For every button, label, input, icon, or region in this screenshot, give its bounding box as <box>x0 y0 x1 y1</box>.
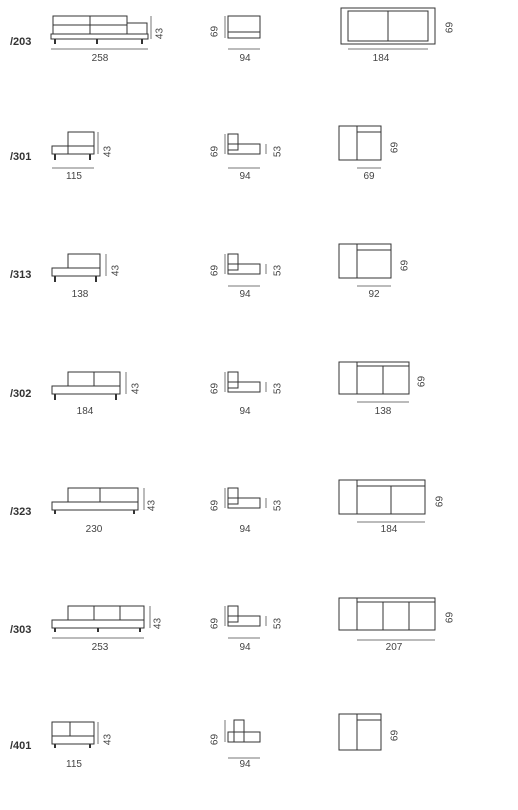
model-code: /303 <box>10 624 32 636</box>
model-code: /301 <box>10 151 32 163</box>
side-depth-label: 94 <box>239 406 251 417</box>
top-depth-label: 69 <box>389 141 401 154</box>
front-view <box>50 478 160 518</box>
front-width-label: 253 <box>91 642 109 653</box>
front-view <box>50 14 160 50</box>
side-back-label: 53 <box>272 264 284 277</box>
top-depth-label: 69 <box>389 729 401 742</box>
model-row-203 <box>0 0 518 114</box>
side-depth-label: 94 <box>239 53 251 64</box>
front-width-label: 258 <box>91 53 109 64</box>
front-view <box>50 246 120 286</box>
top-depth-label: 69 <box>399 259 411 272</box>
model-code: /302 <box>10 388 32 400</box>
side-depth-label: 94 <box>239 171 251 182</box>
top-depth-label: 69 <box>416 375 428 388</box>
side-back-label: 53 <box>272 499 284 512</box>
front-view <box>50 362 140 402</box>
side-depth-label: 94 <box>239 289 251 300</box>
front-height-label: 43 <box>102 145 114 158</box>
top-width-label: 138 <box>374 406 392 417</box>
top-width-label: 92 <box>368 289 380 300</box>
front-height-label: 43 <box>154 27 166 40</box>
front-width-label: 230 <box>85 524 103 535</box>
model-row-301 <box>0 116 518 230</box>
model-row-302 <box>0 348 518 462</box>
top-width-label: 207 <box>385 642 403 653</box>
side-height-label: 69 <box>209 733 221 746</box>
top-view <box>338 124 388 174</box>
side-depth-label: 94 <box>239 759 251 770</box>
top-depth-label: 69 <box>444 611 456 624</box>
front-view <box>50 716 110 756</box>
side-height-label: 69 <box>209 617 221 630</box>
front-height-label: 43 <box>152 617 164 630</box>
side-back-label: 53 <box>272 617 284 630</box>
model-row-323 <box>0 464 518 578</box>
top-view <box>338 8 438 50</box>
model-code: /203 <box>10 36 32 48</box>
side-view <box>222 14 272 50</box>
front-height-label: 43 <box>130 382 142 395</box>
top-view <box>338 472 438 526</box>
front-height-label: 43 <box>110 264 122 277</box>
side-height-label: 69 <box>209 264 221 277</box>
side-height-label: 69 <box>209 499 221 512</box>
top-view <box>338 240 398 290</box>
front-width-label: 115 <box>66 171 82 182</box>
front-width-label: 184 <box>76 406 94 417</box>
top-view <box>338 712 388 752</box>
side-depth-label: 94 <box>239 642 251 653</box>
front-view <box>50 130 110 170</box>
side-height-label: 69 <box>209 145 221 158</box>
side-back-label: 53 <box>272 382 284 395</box>
model-code: /323 <box>10 506 32 518</box>
model-row-303 <box>0 580 518 694</box>
front-width-label: 115 <box>66 759 82 770</box>
top-depth-label: 69 <box>444 21 456 34</box>
side-height-label: 69 <box>209 382 221 395</box>
top-width-label: 184 <box>372 53 390 64</box>
model-row-313 <box>0 232 518 346</box>
front-height-label: 43 <box>102 733 114 746</box>
side-depth-label: 94 <box>239 524 251 535</box>
top-view <box>338 356 418 406</box>
top-width-label: 69 <box>363 171 375 182</box>
side-height-label: 69 <box>209 25 221 38</box>
front-height-label: 43 <box>146 499 158 512</box>
model-row-401 <box>0 696 518 810</box>
top-width-label: 184 <box>380 524 398 535</box>
model-code: /401 <box>10 740 32 752</box>
side-view <box>222 716 272 760</box>
front-width-label: 138 <box>71 289 89 300</box>
top-depth-label: 69 <box>434 495 446 508</box>
side-back-label: 53 <box>272 145 284 158</box>
model-code: /313 <box>10 269 32 281</box>
top-view <box>338 588 443 644</box>
